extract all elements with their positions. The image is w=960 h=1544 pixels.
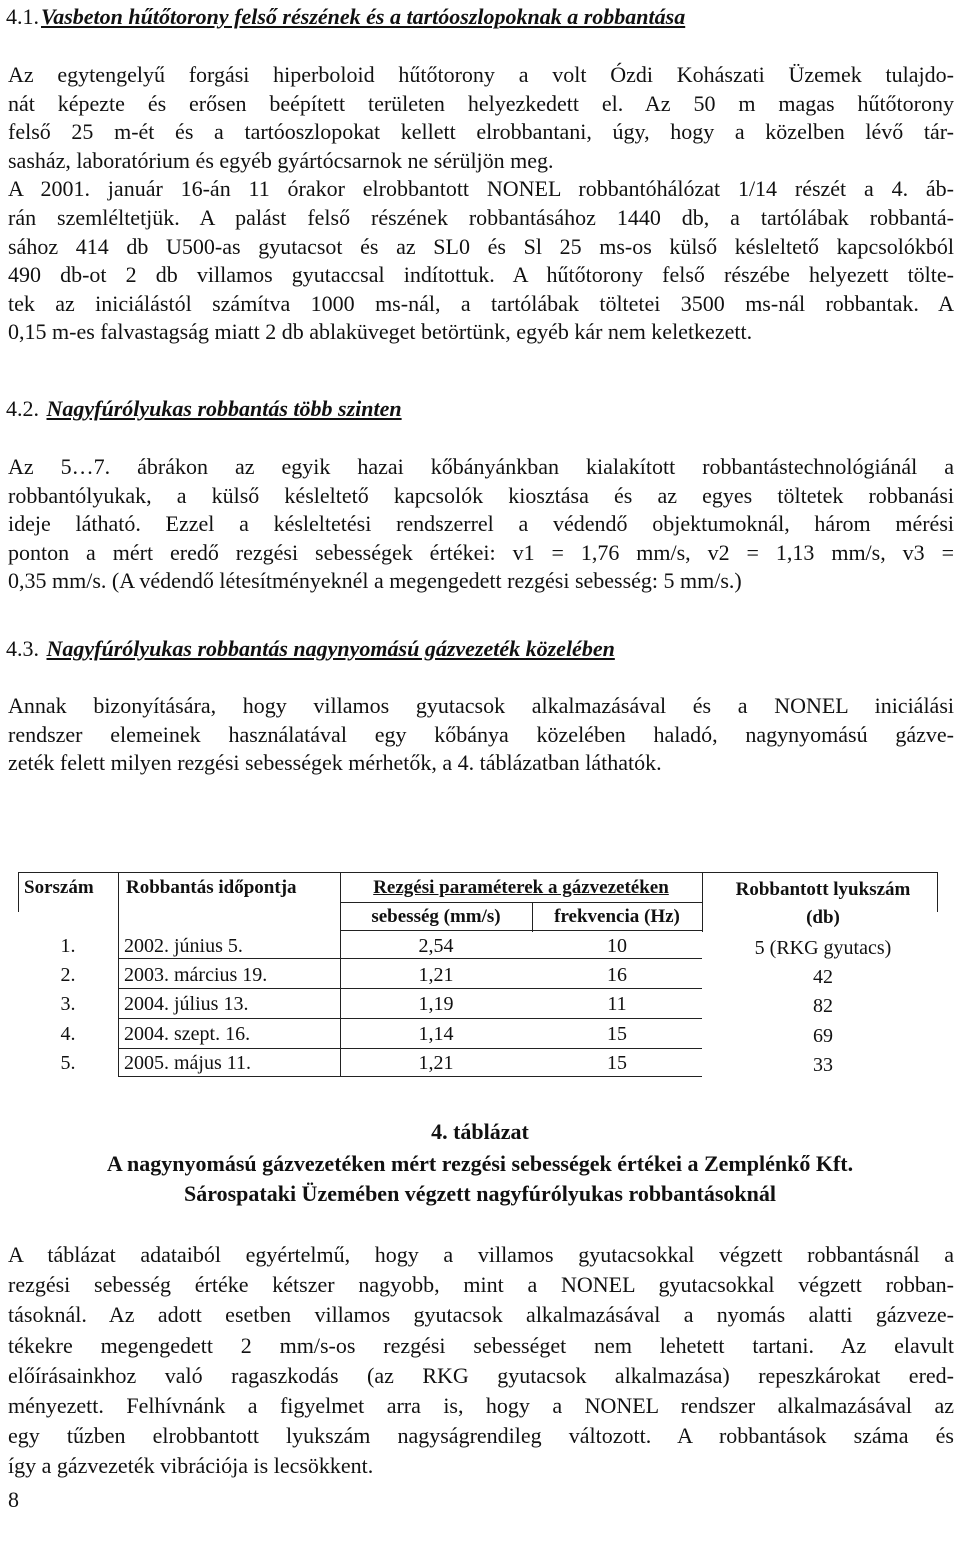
section-43-body — [8, 692, 954, 778]
table-cell-holes: 33 — [813, 1054, 833, 1076]
table-header-params: Rezgési paraméterek a gázvezetéken — [373, 877, 669, 898]
table-cell-serial: 1. — [60, 935, 76, 957]
text-line: 0,35 mm/s. (A védendő létesítményeknél a megengedett rezgési sebesség: 5 mm/s.) — [8, 568, 742, 594]
table-cell-serial: 2. — [60, 964, 76, 986]
table-border — [118, 988, 702, 989]
section-41-heading — [6, 4, 685, 30]
table-caption-line1: A nagynyomású gázvezetéken mért rezgési sebességek értékei a Zemplénkő Kft. — [106, 1151, 854, 1176]
table-cell-holes: 69 — [813, 1025, 833, 1047]
section-43-title: Nagyfúrólyukas robbantás nagynyomású gázvezeték közelében — [46, 636, 615, 661]
text-line: rendszer elemeinek használatával egy kőbánya közelében haladó, nagynyomású gázve- — [8, 721, 954, 747]
table-cell-holes: 5 (RKG gyutacs) — [754, 937, 892, 959]
table-border — [118, 872, 119, 1077]
section-43-number: 4.3. — [6, 636, 39, 661]
text-line: előírásainkhoz való ragaszkodás (az RKG gyutacsok alkalmazása) repeszkárokat ered- — [8, 1362, 954, 1388]
table-cell-freq: 15 — [607, 1023, 627, 1045]
table-cell-date: 2003. március 19. — [124, 964, 268, 986]
section-42-number: 4.2. — [6, 396, 39, 421]
text-line: 0,15 m-es falvastagság miatt 2 db ablaküveget betörtünk, egyéb kár nem keletkezett. — [8, 319, 753, 345]
table-cell-freq: 10 — [607, 935, 627, 957]
table-cell-speed: 1,21 — [418, 1052, 454, 1074]
table-cell-holes: 42 — [813, 966, 833, 988]
table-cell-freq: 15 — [607, 1052, 627, 1074]
table-header-serial: Sorszám — [24, 877, 94, 898]
text-line: Az egytengelyű forgási hiperboloid hűtőtorony a volt Ózdi Kohászati Üzemek tulajdo- — [8, 62, 954, 87]
text-line: tásoknál. Az adott esetben villamos gyutacsok alkalmazásával a nyomás alatti gázveze- — [8, 1302, 954, 1328]
text-line: tek az iniciálástól számítva 1000 ms-nál, a tartólábak töltetei 3500 ms-nál robbantak. A — [8, 290, 954, 316]
table-border — [118, 1048, 702, 1049]
text-line: ponton a mért eredő rezgési sebességek értékei: v1 = 1,76 mm/s, v2 = 1,13 mm/s, v3 = — [8, 539, 954, 565]
text-line: így a gázvezeték vibrációja is lecsökkent. — [8, 1453, 374, 1479]
table-cell-date: 2004. szept. 16. — [124, 1023, 251, 1045]
section-42-heading — [6, 396, 402, 422]
table-header-holes-unit: (db) — [806, 907, 840, 928]
table-header-holes: Robbantott lyukszám — [735, 879, 911, 900]
table-cell-holes: 82 — [813, 995, 833, 1017]
text-line: nát képezte és erősen beépített területen helyezkedett el. Az 50 m magas hűtőtorony — [8, 90, 954, 116]
text-line: rezgési sebesség értéke kétszer nagyobb, mint a NONEL gyutacsokkal végzett robban- — [8, 1272, 954, 1298]
text-line: felső 25 m-ét és a tartóoszlopokat kellett elrobbantani, úgy, hogy a közelben lévő tár- — [8, 119, 954, 145]
closing-body — [8, 1240, 954, 1482]
text-line: tékekre megengedett 2 mm/s-os rezgési sebességet nem lehetett tartani. Az elavult — [8, 1332, 954, 1358]
text-line: A táblázat adataiból egyértelmű, hogy a villamos gyutacsokkal végzett robbantásnál a — [8, 1242, 954, 1267]
text-line: egy tűzben elrobbantott lyukszám nagyságrendileg változott. A robbantások száma és — [8, 1423, 954, 1449]
table-cell-date: 2005. május 11. — [124, 1052, 252, 1074]
table-border — [118, 958, 702, 959]
table-cell-speed: 1,19 — [418, 993, 454, 1015]
table-caption-line2: Sárospataki Üzemében végzett nagyfúrólyukas robbantásoknál — [183, 1181, 776, 1206]
text-line: zeték felett milyen rezgési sebességek mérhetők, a 4. táblázatban láthatók. — [8, 750, 662, 776]
text-line: ideje látható. Ezzel a késleltetési rendszerrel a védendő objektumoknál, három mérési — [8, 511, 954, 537]
table-cell-speed: 1,14 — [418, 1023, 454, 1045]
table-cell-speed: 1,21 — [418, 964, 454, 986]
section-41-title: Vasbeton hűtőtorony felső részének és a tartóoszlopoknak a robbantása — [41, 4, 686, 29]
table-caption-label: 4. táblázat — [431, 1119, 529, 1144]
text-line: 490 db-ot 2 db villamos gyutaccsal indítottuk. A hűtőtorony felső részébe helyezett tölte- — [8, 262, 954, 288]
section-41-number: 4.1. — [6, 4, 39, 29]
text-line: sasház, laboratórium és egyéb gyártócsarnok ne sérüljön meg. — [8, 147, 554, 173]
table-cell-freq: 11 — [607, 993, 627, 1015]
table-border — [18, 872, 938, 873]
table-cell-date: 2004. július 13. — [124, 993, 249, 1015]
section-41-body — [8, 61, 954, 347]
text-line: ményezett. Felhívnánk a figyelmet arra is, hogy a NONEL rendszer alkalmazásával az — [8, 1393, 954, 1419]
section-42-title: Nagyfúrólyukas robbantás több szinten — [46, 396, 402, 421]
text-line: Annak bizonyítására, hogy villamos gyutacsok alkalmazásával és a NONEL iniciálási — [8, 693, 954, 718]
page-number: 8 — [8, 1487, 19, 1512]
text-line: Az 5…7. ábrákon az egyik hazai kőbányánkban kialakított robbantástechnológiánál a — [8, 454, 954, 479]
table-border — [18, 872, 19, 912]
table-cell-freq: 16 — [607, 964, 627, 986]
table-cell-serial: 3. — [60, 993, 76, 1015]
table-cell-speed: 2,54 — [418, 935, 454, 957]
table-header-freq: frekvencia (Hz) — [554, 906, 680, 927]
table-border — [340, 902, 702, 903]
table-cell-serial: 4. — [60, 1023, 76, 1045]
table-border — [702, 872, 703, 932]
table-cell-serial: 5. — [60, 1052, 76, 1074]
text-line: rán szemléltetjük. A palást felső részének robbantásához 1440 db, a tartólábak robbantá- — [8, 204, 954, 230]
vibration-table — [18, 872, 938, 1082]
table-header-speed: sebesség (mm/s) — [371, 906, 501, 927]
table-border — [340, 930, 702, 931]
text-line: sához 414 db U500-as gyutacsot és az SL0 és Sl 25 ms-os külső késleltető kapcsolókból — [8, 233, 954, 259]
table-border — [118, 1018, 702, 1019]
text-line: A 2001. január 16-án 11 órakor elrobbantott NONEL robbantóhálózat 1/14 részét a 4. áb- — [8, 176, 954, 202]
table-cell-date: 2002. június 5. — [124, 935, 243, 957]
section-43-heading — [6, 636, 615, 662]
table-header-date: Robbantás időpontja — [126, 877, 297, 898]
table-border — [118, 1076, 702, 1077]
section-42-body — [8, 453, 954, 596]
text-line: robbantólyukak, a külső késleltető kapcsolók kiosztása és az egyes töltetek robbanási — [8, 482, 954, 508]
